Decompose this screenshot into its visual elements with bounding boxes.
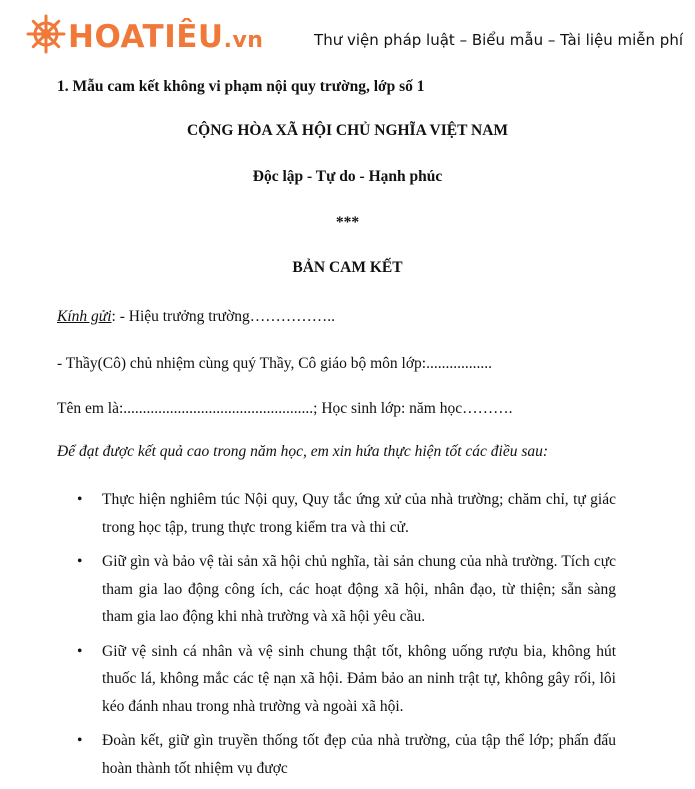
brand-suffix: .vn [223, 27, 264, 53]
list-item-text: Giữ vệ sinh cá nhân và vệ sinh chung thật tốt, không uống rượu bia, không hút thuốc lá, không mắc các tệ nạn xã hội. Đảm bảo an ninh trật tự, không gây rối, lôi kéo đánh nhau trong nhà trường và ngoài xã hội. [102, 642, 616, 715]
motto: Độc lập - Tự do - Hạnh phúc [252, 168, 443, 185]
list-item-text: Đoàn kết, giữ gìn truyền thống tốt đẹp của nhà trường, của tập thể lớp; phấn đấu hoàn thành tốt nhiệm vụ được [102, 732, 616, 777]
brand-main: HOATIÊU [68, 18, 224, 55]
list-item [56, 638, 616, 721]
commitment-intro: Để đạt được kết quả cao trong năm học, em xin hứa thực hiện tốt các điều sau: [57, 443, 549, 460]
nation-title: CỘNG HÒA XÃ HỘI CHỦ NGHĨA VIỆT NAM [186, 122, 509, 139]
addressee-line [57, 308, 335, 326]
bullet: • [77, 553, 83, 570]
list-item-text: Thực hiện nghiêm túc Nội quy, Quy tắc ứng xử của nhà trường; chăm chỉ, tự giác trong học tập, trung thực trong kiểm tra và thi cử. [102, 491, 616, 536]
separator: *** [335, 214, 360, 231]
list-item-text: Giữ gìn và bảo vệ tài sản xã hội chủ nghĩa, tài sản chung của nhà trường. Tích cực tham gia lao động công ích, các hoạt động xã hội, nhân đạo, từ thiện; sẵn sàng tham gia lao động khi nhà trường và xã hội yêu cầu. [102, 553, 616, 625]
kinh-gui-label: Kính gửi [57, 308, 112, 325]
ship-wheel-icon [26, 14, 66, 59]
list-item [56, 486, 616, 541]
commitment-list [56, 486, 616, 789]
site-header [0, 0, 695, 68]
teachers-line: - Thầy(Cô) chủ nhiệm cùng quý Thầy, Cô giáo bộ môn lớp:................. [57, 355, 492, 372]
bullet: • [77, 491, 83, 508]
section-heading: 1. Mẫu cam kết không vi phạm nội quy trường, lớp số 1 [57, 78, 425, 95]
student-name-line: Tên em là:.................................................; Học sinh lớp: năm học………. [57, 400, 513, 417]
site-tagline: Thư viện pháp luật – Biểu mẫu – Tài liệu miễn phí [314, 31, 683, 49]
document-title: BẢN CAM KẾT [292, 259, 403, 276]
brand-name [68, 19, 263, 55]
bullet: • [77, 642, 83, 660]
site-logo[interactable] [26, 14, 263, 59]
bullet: • [77, 732, 83, 749]
kinh-gui-rest: : - Hiệu trưởng trường…………….. [111, 308, 336, 325]
list-item [56, 727, 616, 782]
list-item [56, 548, 616, 631]
